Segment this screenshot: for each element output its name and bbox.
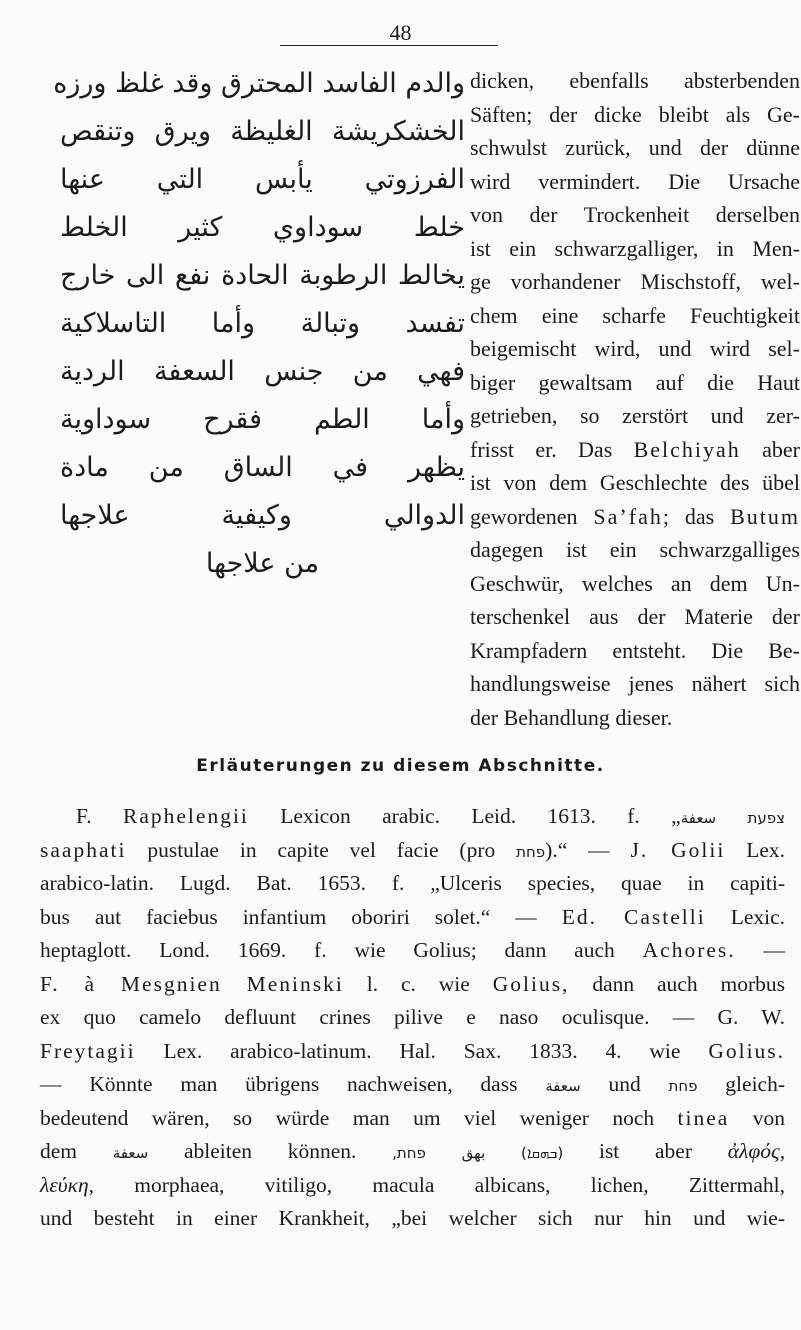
text-segment: dann auch morbus bbox=[592, 971, 785, 996]
term-belchiyah: Belchiyah bbox=[633, 436, 741, 462]
text-segment: bedeutend wären, so würde man um viel weniger noch bbox=[40, 1105, 655, 1130]
german-line: schwulst zurück, und der dünne bbox=[470, 135, 800, 160]
german-line bbox=[470, 433, 800, 467]
text-segment: Lex. bbox=[746, 837, 785, 862]
arabic-line: الدوالي وكيفية علاجها bbox=[60, 500, 465, 531]
german-line: beigemischt wird, und wird sel- bbox=[470, 336, 800, 361]
german-line: Säften; der dicke bleibt als Ge- bbox=[470, 101, 800, 127]
german-line: dagegen ist ein schwarzgalliges bbox=[470, 537, 800, 562]
arabic-term: سعفة bbox=[112, 1144, 149, 1162]
german-line bbox=[470, 500, 800, 534]
german-line: terschenkel aus der Materie der bbox=[470, 604, 800, 629]
arabic-line: الفرزوتي يأبس التي عنها bbox=[60, 164, 465, 195]
german-line: ist von dem Geschlechte des übel bbox=[470, 470, 800, 495]
text-segment: Lexicon arabic. Leid. 1613. f. „ bbox=[280, 804, 681, 828]
note-line bbox=[40, 1035, 785, 1069]
arabic-term: سعفة bbox=[545, 1077, 581, 1095]
arabic-line: من علاجها bbox=[205, 548, 320, 579]
text-segment: bus aut faciebus infantium oboriri solet.“ — bbox=[40, 904, 537, 929]
text-segment: gewordenen bbox=[470, 503, 578, 529]
note-line bbox=[40, 968, 785, 1002]
arabic-term: سعفة bbox=[680, 809, 717, 827]
note-line: ex quo camelo defluunt crines pilive e naso oculisque. — G. W. bbox=[40, 1005, 785, 1029]
text-segment: — bbox=[763, 938, 785, 962]
notes-heading: Erläuterungen zu diesem Abschnitte. bbox=[196, 756, 605, 776]
greek-term: λεύκη, bbox=[40, 1172, 95, 1197]
text-segment: Lexic. bbox=[730, 904, 786, 929]
german-line: getrieben, so zerstört und zer- bbox=[470, 403, 800, 428]
arabic-line: تفسد وتبالة وأما التاسلاكية bbox=[60, 308, 465, 339]
text-segment: ).“ — bbox=[545, 837, 610, 862]
arabic-term: بهق bbox=[461, 1144, 486, 1162]
german-line: dicken, ebenfalls absterbenden bbox=[470, 68, 800, 93]
hebrew-term: צפעת bbox=[747, 809, 786, 827]
text-segment: von bbox=[752, 1105, 786, 1130]
text-segment: pustulae in capite vel facie (pro bbox=[147, 837, 496, 862]
arabic-line: وأما الطم فقرح سوداوية bbox=[60, 404, 465, 435]
author-name: Golius. bbox=[708, 1038, 786, 1063]
arabic-line: والدم الفاسد المحترق وقد غلظ ورزه bbox=[53, 68, 465, 99]
text-segment: dem bbox=[40, 1139, 78, 1163]
text-segment: und bbox=[608, 1072, 641, 1096]
arabic-text-column bbox=[53, 60, 465, 588]
arabic-line: الخشكريشة الغليظة ويرق وتنقص bbox=[60, 116, 465, 147]
note-line bbox=[40, 834, 785, 868]
header-rule bbox=[280, 45, 498, 46]
text-segment: — Könnte man übrigens nachweisen, dass bbox=[40, 1072, 518, 1096]
text-segment: ist aber bbox=[598, 1139, 693, 1163]
text-segment: l. c. wie bbox=[366, 971, 470, 996]
text-segment: ableiten können. bbox=[183, 1139, 357, 1163]
author-name: Raphelengii bbox=[123, 804, 249, 828]
text-segment: ; das bbox=[662, 503, 715, 529]
german-line: biger gewaltsam auf die Haut bbox=[470, 369, 800, 395]
arabic-line: فهي من جنس السعفة الردية bbox=[60, 356, 465, 387]
author-name: Golius, bbox=[492, 971, 570, 996]
text-segment: F. bbox=[76, 804, 92, 828]
arabic-line: يخالط الرطوبة الحادة نفع الى خارج bbox=[60, 260, 465, 291]
note-line bbox=[40, 1169, 785, 1203]
author-name: F. à Mesgnien Meninski bbox=[40, 971, 344, 996]
note-line: und besteht in einer Krankheit, „bei welcher sich nur hin und wie- bbox=[40, 1206, 785, 1230]
note-line bbox=[40, 1135, 785, 1169]
german-line: der Behandlung dieser. bbox=[470, 704, 673, 730]
german-line: von der Trockenheit derselben bbox=[470, 202, 800, 227]
note-line bbox=[40, 1102, 785, 1136]
author-name: Freytagii bbox=[40, 1038, 136, 1063]
note-line bbox=[40, 934, 785, 968]
text-segment: Lex. arabico-latinum. Hal. Sax. 1833. 4. wie bbox=[163, 1038, 681, 1063]
german-line: Krampfadern entsteht. Die Be- bbox=[470, 637, 800, 663]
notes-section bbox=[40, 800, 785, 1236]
hebrew-term: פחת, bbox=[392, 1144, 426, 1162]
german-line: Geschwür, welches an dem Un- bbox=[470, 570, 800, 596]
arabic-line: خلط سوداوي كثير الخلط bbox=[60, 212, 465, 243]
note-line bbox=[40, 1068, 785, 1102]
hebrew-term: פחת bbox=[668, 1077, 698, 1095]
term-safah: Sa’fah bbox=[593, 503, 663, 529]
term-achores: Achores. bbox=[642, 938, 736, 962]
term-saaphati: saaphati bbox=[40, 837, 127, 862]
author-name: Ed. Castelli bbox=[561, 904, 706, 929]
text-segment: morphaea, vitiligo, macula albicans, lichen, Zittermahl, bbox=[134, 1172, 785, 1197]
german-line: handlungsweise jenes nähert sich bbox=[470, 671, 800, 696]
syriac-term: (ܒܗܩܐ) bbox=[521, 1144, 564, 1162]
term-butum: Butum bbox=[730, 503, 800, 529]
text-segment: gleich- bbox=[725, 1072, 785, 1096]
german-line: ge vorhandener Mischstoff, wel- bbox=[470, 269, 800, 294]
hebrew-term: פחת bbox=[516, 842, 546, 861]
greek-term: ἀλφός, bbox=[727, 1139, 786, 1163]
german-line: ist ein schwarzgalliger, in Men- bbox=[470, 235, 800, 261]
term-tinea: tinea bbox=[677, 1105, 730, 1130]
page-number: 48 bbox=[389, 20, 412, 45]
author-name: J. Golii bbox=[630, 837, 726, 862]
german-line: wird vermindert. Die Ursache bbox=[470, 168, 800, 194]
text-segment: frisst er. Das bbox=[470, 436, 613, 462]
german-translation-column bbox=[470, 64, 800, 734]
note-line bbox=[40, 901, 785, 935]
german-line: chem eine scharfe Feuchtigkeit bbox=[470, 302, 800, 328]
note-line: arabico-latin. Lugd. Bat. 1653. f. „Ulceris species, quae in capiti- bbox=[40, 871, 785, 895]
text-segment: heptaglott. Lond. 1669. f. wie Golius; dann auch bbox=[40, 938, 615, 962]
arabic-line: يظهر في الساق من مادة bbox=[60, 452, 465, 483]
text-segment: aber bbox=[762, 436, 801, 462]
note-line bbox=[40, 800, 785, 834]
